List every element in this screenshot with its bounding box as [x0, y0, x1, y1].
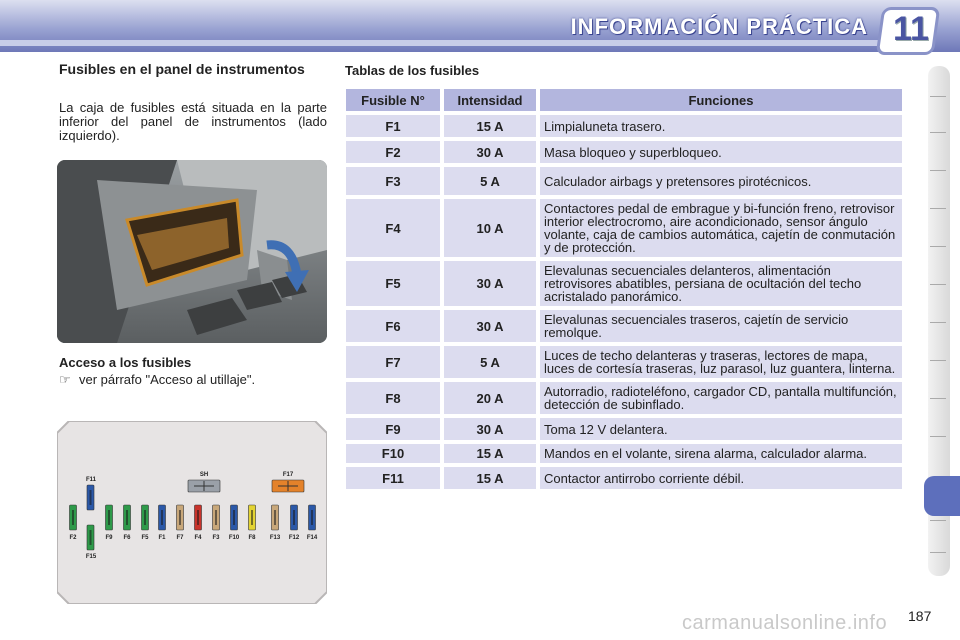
- fuse-f7-element: [179, 510, 181, 525]
- tab-divider: [930, 96, 946, 97]
- table-row: [346, 382, 902, 414]
- access-instruction: [59, 372, 255, 388]
- fuse-function: Contactores pedal de embrague y bi-función freno, retrovisor interior electrocromo, aire acondicionado, sensor ángulo volante, caja de cambios automática, cajetín de conmutación y de protección.: [540, 199, 902, 257]
- fusebox-diagram: [57, 421, 327, 604]
- fuse-f13-element: [274, 510, 276, 525]
- tab-divider: [930, 398, 946, 399]
- fuse-number: F7: [346, 346, 440, 378]
- table-row: [346, 346, 902, 378]
- pointing-hand-icon: ☞: [59, 372, 71, 387]
- fuse-amperage: 30 A: [444, 418, 536, 440]
- col-header-fuse: Fusible N°: [346, 89, 440, 111]
- tab-divider: [930, 284, 946, 285]
- fuse-label-f10: F10: [228, 535, 240, 541]
- tab-divider: [930, 322, 946, 323]
- tab-divider: [930, 170, 946, 171]
- fuse-function: Toma 12 V delantera.: [540, 418, 902, 440]
- fuse-amperage: 30 A: [444, 141, 536, 163]
- fuse-function: Elevalunas secuenciales traseros, cajetín de servicio remolque.: [540, 310, 902, 342]
- tab-divider: [930, 208, 946, 209]
- fuse-label-f15: F15: [85, 554, 97, 560]
- chapter-title: INFORMACIÓN PRÁCTICA: [570, 14, 868, 39]
- tab-divider: [930, 436, 946, 437]
- fuse-f14-element: [311, 510, 313, 525]
- chapter-tab-active[interactable]: [924, 476, 960, 516]
- fuse-amperage: 30 A: [444, 310, 536, 342]
- fuse-function: Mandos en el volante, sirena alarma, calculador alarma.: [540, 444, 902, 463]
- fuse-amperage: 20 A: [444, 382, 536, 414]
- fuse-label-f9: F9: [105, 535, 113, 541]
- table-row: [346, 310, 902, 342]
- page-number: 187: [908, 608, 932, 624]
- fuse-f10-element: [233, 510, 235, 525]
- fuse-number: F5: [346, 261, 440, 306]
- fuse-label-f6: F6: [123, 535, 131, 541]
- fusebox-location-photo: [57, 160, 327, 343]
- fuse-f6-element: [126, 510, 128, 525]
- fuse-f2-element: [72, 510, 74, 525]
- fuse-label-f7: F7: [176, 535, 184, 541]
- fuse-label-f5: F5: [141, 535, 149, 541]
- fuse-table: [342, 85, 906, 493]
- access-title: Acceso a los fusibles: [59, 355, 192, 370]
- fuse-amperage: 5 A: [444, 346, 536, 378]
- fuse-number: F4: [346, 199, 440, 257]
- table-row: [346, 115, 902, 137]
- fuse-amperage: 15 A: [444, 115, 536, 137]
- table-row: [346, 261, 902, 306]
- fuse-function: Calculador airbags y pretensores pirotécnicos.: [540, 167, 902, 195]
- watermark: carmanualsonline.info: [682, 612, 888, 634]
- fuse-amperage: 15 A: [444, 444, 536, 463]
- fuse-number: F3: [346, 167, 440, 195]
- table-row: [346, 167, 902, 195]
- fuse-f1-element: [161, 510, 163, 525]
- fuse-f15-element: [90, 530, 92, 545]
- table-row: [346, 199, 902, 257]
- tables-title: Tablas de los fusibles: [345, 63, 480, 78]
- fuse-function: Masa bloqueo y superbloqueo.: [540, 141, 902, 163]
- fuse-label-f12: F12: [288, 535, 300, 541]
- fuse-number: F8: [346, 382, 440, 414]
- fuse-number: F6: [346, 310, 440, 342]
- tab-divider: [930, 246, 946, 247]
- fuse-f12-element: [293, 510, 295, 525]
- fuse-number: F9: [346, 418, 440, 440]
- table-header-row: [346, 89, 902, 111]
- fuse-number: F10: [346, 444, 440, 463]
- section-title: Fusibles en el panel de instrumentos: [59, 61, 305, 77]
- fuse-amperage: 10 A: [444, 199, 536, 257]
- fuse-label-f8: F8: [248, 535, 256, 541]
- fuse-label-sh: SH: [199, 472, 209, 478]
- fuse-amperage: 5 A: [444, 167, 536, 195]
- fuse-f5-element: [144, 510, 146, 525]
- fuse-function: Luces de techo delanteras y traseras, lectores de mapa, luces de cortesía traseras, luz parasol, luz guantera, linterna.: [540, 346, 902, 378]
- fuse-f4-element: [197, 510, 199, 525]
- fuse-label-f17: F17: [282, 472, 294, 478]
- table-row: [346, 141, 902, 163]
- fuse-function: Contactor antirrobo corriente débil.: [540, 467, 902, 489]
- fuse-label-f4: F4: [194, 535, 202, 541]
- fuse-number: F11: [346, 467, 440, 489]
- fuse-f3-element: [215, 510, 217, 525]
- tab-divider: [930, 552, 946, 553]
- fuse-function: Limpialuneta trasero.: [540, 115, 902, 137]
- intro-paragraph: La caja de fusibles está situada en la parte inferior del panel de instrumentos (lado izquierdo).: [59, 100, 327, 143]
- access-text: ver párrafo "Acceso al utillaje".: [79, 372, 256, 387]
- fuse-label-f3: F3: [212, 535, 220, 541]
- col-header-functions: Funciones: [540, 89, 902, 111]
- fuse-label-f14: F14: [306, 535, 318, 541]
- fuse-f11-element: [90, 490, 92, 505]
- fuse-label-f1: F1: [158, 535, 166, 541]
- fuse-label-f2: F2: [69, 535, 77, 541]
- fuse-function: Elevalunas secuenciales delanteros, alimentación retrovisores abatibles, persiana de ocultación del techo acristalado panorámico.: [540, 261, 902, 306]
- tab-divider: [930, 520, 946, 521]
- fuse-f9-element: [108, 510, 110, 525]
- col-header-amperage: Intensidad: [444, 89, 536, 111]
- tab-divider: [930, 360, 946, 361]
- tab-divider: [930, 132, 946, 133]
- table-row: [346, 444, 902, 463]
- header-stripe: [0, 40, 900, 46]
- fuse-label-f11: F11: [85, 477, 97, 483]
- fuse-number: F1: [346, 115, 440, 137]
- fuse-amperage: 30 A: [444, 261, 536, 306]
- chapter-number: 11: [893, 10, 929, 48]
- table-row: [346, 467, 902, 489]
- table-row: [346, 418, 902, 440]
- fuse-number: F2: [346, 141, 440, 163]
- fuse-f8-element: [251, 510, 253, 525]
- fuse-label-f13: F13: [269, 535, 281, 541]
- fuse-function: Autorradio, radioteléfono, cargador CD, pantalla multifunción, detección de subinflado.: [540, 382, 902, 414]
- fuse-amperage: 15 A: [444, 467, 536, 489]
